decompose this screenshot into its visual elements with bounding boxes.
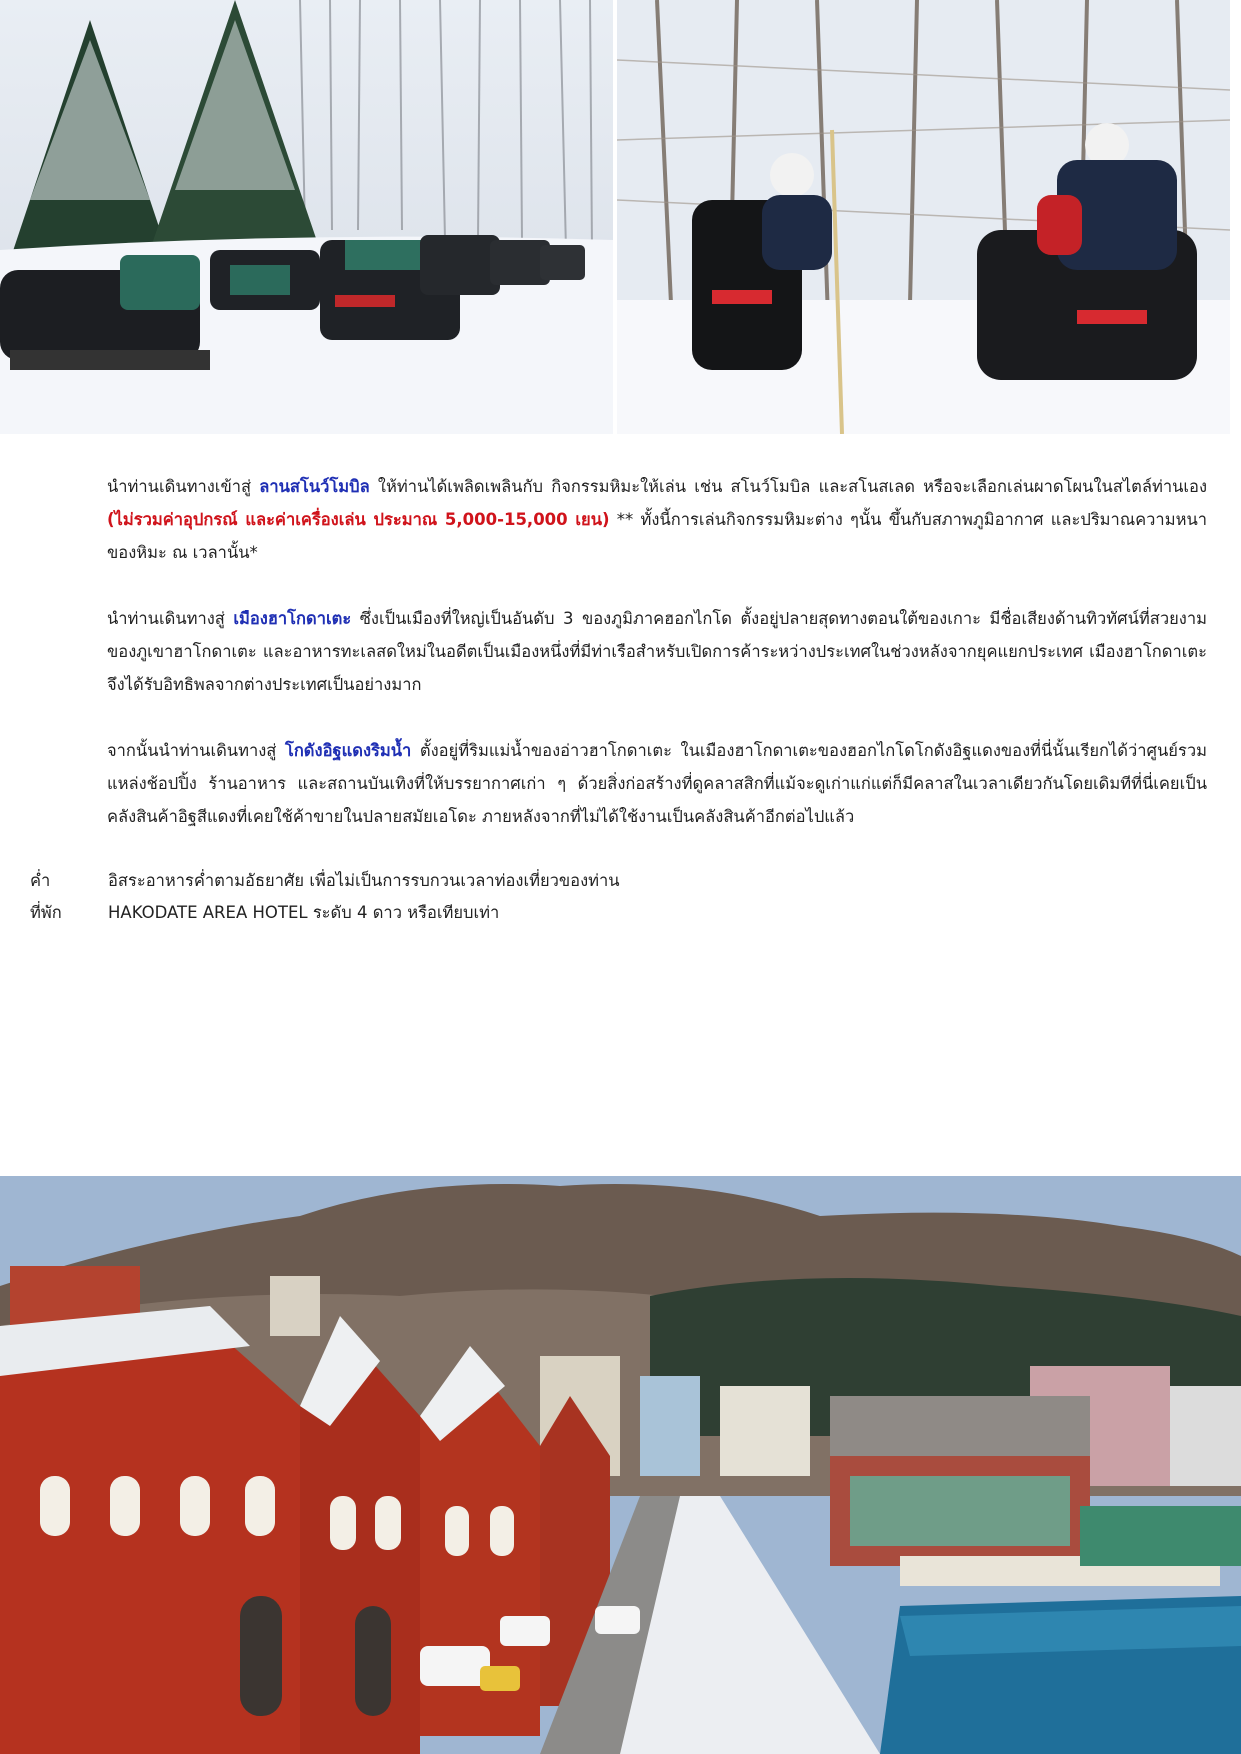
- snowmobile-paragraph: [107, 470, 1207, 569]
- hotel-label: ที่พัก: [30, 903, 62, 922]
- paragraph-text: นำท่านเดินทางสู่: [107, 609, 234, 628]
- paragraph-text: ซึ่งเป็นเมืองที่ใหญ่เป็นอันดับ 3 ของภูมิภาคฮอกไกโด ตั้งอยู่ปลายสุดทางตอนใต้ของเกาะ มีชื่อเสียงด้านทิวทัศน์ที่สวยงามของภูเขาฮาโกดาเตะ และอาหารทะเลสดใหม่ในอดีตเป็นเมืองหนึ่งที่มีท่าเรือสำหรับเปิดการค้าระหว่างประเทศในช่วงหลังจากยุคแยกประเทศ เมืองฮาโกดาเตะจึงได้รับอิทธิพลจากต่างประเทศเป็นอย่างมาก: [107, 609, 1207, 694]
- place-highlight: ลานสโนว์โมบิล: [259, 477, 370, 496]
- snowmobiles-row-photo: [0, 0, 613, 434]
- place-highlight: โกดังอิฐแดงริมน้ำ: [284, 741, 412, 760]
- place-highlight: เมืองฮาโกดาเตะ: [233, 609, 352, 628]
- warehouse-paragraph: [107, 734, 1207, 833]
- paragraph-text: ** ทั้งนี้การเล่นกิจกรรมหิมะต่าง ๆนั้น ขึ้นกับสภาพภูมิอากาศ และปริมาณความหนาของหิมะ ณ เวลานั้น*: [107, 510, 1207, 562]
- price-note: (ไม่รวมค่าอุปกรณ์ และค่าเครื่องเล่น ประมาณ 5,000-15,000 เยน): [107, 510, 610, 529]
- paragraph-text: นำท่านเดินทางเข้าสู่: [107, 477, 260, 496]
- hotel-text: HAKODATE AREA HOTEL ระดับ 4 ดาว หรือเทียบเท่า: [108, 903, 500, 922]
- dinner-label: ค่ำ: [30, 871, 51, 890]
- dinner-text: อิสระอาหารค่ำตามอัธยาศัย เพื่อไม่เป็นการรบกวนเวลาท่องเที่ยวของท่าน: [108, 871, 620, 890]
- snowmobile-riders-photo: [617, 0, 1230, 434]
- dinner-row: [30, 866, 1210, 896]
- hakodate-paragraph: [107, 602, 1207, 701]
- paragraph-text: จากนั้นนำท่านเดินทางสู่: [107, 741, 285, 760]
- paragraph-text: ตั้งอยู่ที่ริมแม่น้ำของอ่าวฮาโกดาเตะ ในเมืองฮาโกดาเตะของฮอกไกโดโกดังอิฐแดงของที่นี่นั้นเรียกได้ว่าศูนย์รวมแหล่งช้อปปิ้ง ร้านอาหาร และสถานบันเทิงที่ให้บรรยากาศเก่า ๆ ด้วยสิ่งก่อสร้างที่ดูคลาสสิกที่แม้จะดูเก่าแก่แต่ก็มีคลาสในเวลาเดียวกันโดยเดิมทีที่นี่เคยเป็นคลังสินค้าอิฐสีแดงที่เคยใช้ค้าขายในปลายสมัยเอโดะ ภายหลังจากที่ไม่ได้ใช้งานเป็นคลังสินค้าอีกต่อไปแล้ว: [107, 741, 1207, 826]
- hakodate-warehouses-photo: [0, 1176, 1241, 1754]
- itinerary-text: [107, 470, 1207, 866]
- paragraph-text: ให้ท่านได้เพลิดเพลินกับ กิจกรรมหิมะให้เล่น เช่น สโนว์โมบิล และสโนสเลด หรือจะเลือกเล่นผาดโผนในสไตล์ท่านเอง: [369, 477, 1207, 496]
- hotel-row: [30, 898, 1210, 928]
